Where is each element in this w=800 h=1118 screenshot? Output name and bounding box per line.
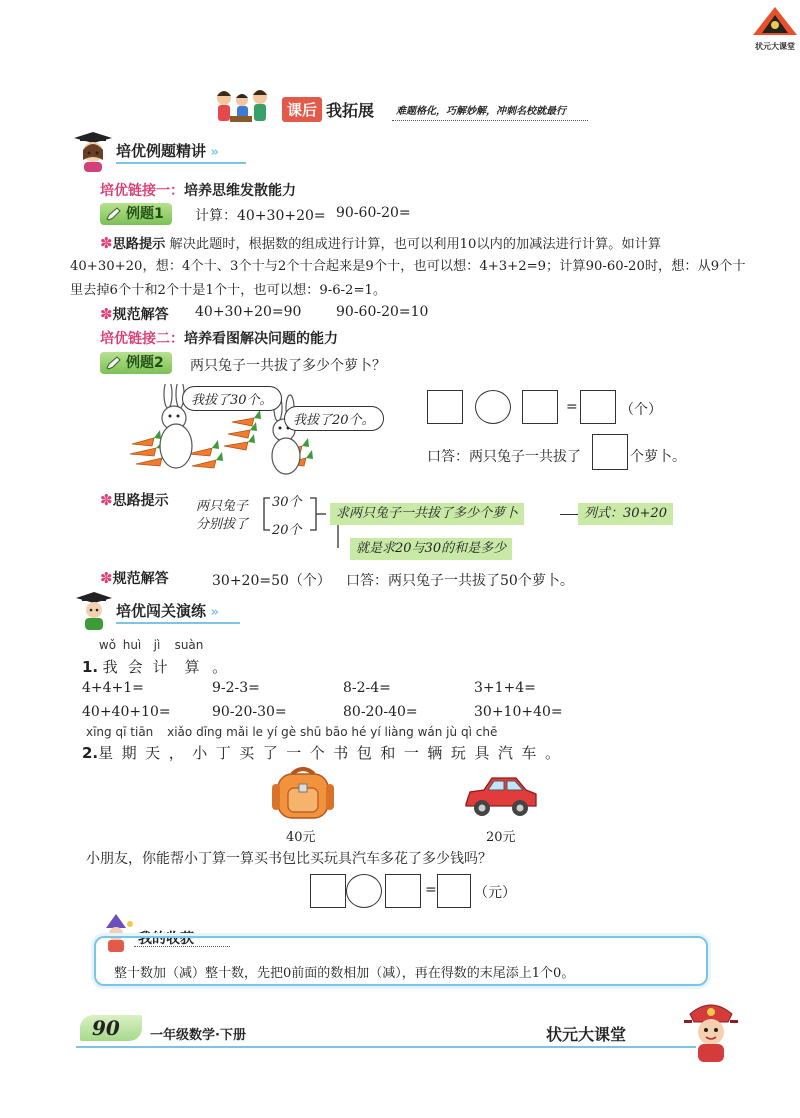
flower-icon: ✽ [100, 569, 113, 587]
speech-bubble-1-text: 我拔了30个。 [191, 393, 273, 408]
diagram-meaning: 就是求20与30的和是多少 [356, 541, 507, 556]
diagram-dash [560, 514, 578, 515]
diagram-question-box [330, 503, 524, 525]
q2-char-13: 一 [403, 744, 428, 762]
q2-char-19: 。 [544, 744, 569, 762]
q2-title [82, 742, 568, 763]
pencil-icon [105, 356, 121, 370]
example2-tag-label: 例题2 [126, 355, 164, 371]
flower-icon: ✽ [100, 491, 113, 509]
diagram-left-line1: 两只兔子 [196, 499, 249, 514]
link1-title: 培养思维发散能力 [184, 183, 296, 199]
q1-row1-0[interactable]: 4+4+1= [82, 680, 144, 696]
q1-char-1: 会 [127, 658, 143, 676]
logo-triangle-icon [752, 6, 798, 36]
q2-box-1[interactable] [310, 874, 346, 908]
harvest-text: 整十数加（减）整十数，先把0前面的数相加（减），再在得数的末尾添上1个0。 [114, 966, 575, 981]
link1-prefix: 培优链接一： [100, 183, 184, 199]
q1-row2-3[interactable]: 30+10+40= [474, 704, 563, 720]
q2-pinyin-3: xiǎo [167, 725, 193, 739]
pencil-icon [105, 207, 121, 221]
q1-row2-0[interactable]: 40+40+10= [82, 704, 171, 720]
link2-prefix: 培优链接二： [100, 331, 184, 347]
speech-bubble-1 [182, 386, 282, 411]
example1-answer-label: 规范解答 [112, 307, 169, 323]
speech-bubble-2 [284, 406, 384, 431]
backpack-icon [270, 766, 336, 822]
diagram-left-text [196, 498, 248, 534]
q2-char-17: 汽 [497, 744, 522, 762]
diagram-question: 求两只兔子一共拔了多少个萝卜 [336, 506, 519, 521]
oral-answer-prefix: 口答：两只兔子一共拔了 [427, 449, 581, 465]
chevrons-icon: » [210, 605, 219, 620]
example1-question-a: 计算：40+30+20= [195, 208, 326, 224]
q1-title [82, 656, 227, 677]
q2-equals: = [425, 882, 437, 898]
footer-line [76, 1046, 696, 1048]
teacher-avatar-icon [72, 132, 114, 172]
example2-tag [100, 352, 172, 374]
price-car: 20元 [486, 830, 516, 845]
example2-answer-oral: 口答：两只兔子一共拔了50个萝卜。 [346, 573, 574, 589]
example2-answer-label-row [100, 568, 169, 588]
q2-char-11: 包 [356, 744, 381, 762]
q1-pinyin-row [96, 638, 209, 652]
section2-title-bar [116, 600, 240, 624]
link2-title: 培养看图解决问题的能力 [184, 331, 338, 347]
q2-pinyin-5: mǎi [226, 725, 249, 739]
example1-tag [100, 203, 172, 225]
q2-operator-circle[interactable] [346, 874, 382, 908]
footer-mascot-icon [676, 1000, 746, 1064]
q1-char-3: 算 [184, 658, 200, 676]
example1-tag-label: 例题1 [126, 206, 164, 222]
q2-pinyin-9: shū [299, 725, 322, 739]
example2-hint-label: 思路提示 [112, 493, 169, 509]
operator-circle[interactable] [475, 390, 511, 424]
q1-pinyin-0: wǒ [98, 638, 117, 652]
q2-char-7: 了 [262, 744, 287, 762]
q2-pinyin-8: gè [281, 725, 297, 739]
flower-icon: ✽ [100, 305, 113, 323]
q2-char-6: 买 [239, 744, 263, 762]
q1-pinyin-1: huì [122, 638, 142, 652]
diagram-value-2: 20个 [272, 523, 302, 538]
corner-logo-text: 状元大课堂 [755, 42, 795, 51]
q2-char-2: 天 [145, 744, 169, 762]
example2-question: 两只兔子一共拔了多少个萝卜？ [190, 358, 386, 374]
example1-answer-b: 90-60-20=10 [336, 304, 429, 320]
footer-page-badge [80, 1015, 142, 1041]
header-badge [282, 96, 374, 122]
q2-char-15: 玩 [450, 744, 475, 762]
price-bag: 40元 [286, 830, 316, 845]
unit-label: （个） [620, 402, 662, 418]
example1-hint-line2: 40+30+20，想：4个十、3个十与2个十合起来是9个十，也可以想：4+3+2=9；计算90-60-20时，想：从9个十 [70, 259, 746, 274]
q2-pinyin-16: qì [460, 725, 472, 739]
q2-char-14: 辆 [427, 744, 451, 762]
q2-number: 2. [82, 744, 99, 762]
q2-char-8: 一 [286, 744, 310, 762]
oral-answer-suffix: 个萝卜。 [630, 449, 686, 465]
header-slogan: 难题格化，巧解妙解，冲刺名校就最行 [396, 106, 566, 117]
answer-box-1[interactable] [427, 390, 463, 424]
q2-pinyin-14: wán [417, 725, 443, 739]
q2-pinyin-row [86, 725, 497, 739]
q1-number: 1. [82, 658, 99, 676]
q1-char-0: 我 [102, 658, 118, 676]
diagram-formula: 列式：30+20 [584, 506, 667, 521]
q2-pinyin-11: hé [351, 725, 367, 739]
q2-char-9: 个 [309, 744, 334, 762]
answer-box-2[interactable] [522, 390, 558, 424]
harvest-title: 我的收获 [138, 931, 194, 947]
q2-pinyin-6: le [252, 725, 264, 739]
header-badge-part1: 课后 [282, 97, 322, 122]
speech-bubble-2-text: 我拔了20个。 [293, 413, 375, 428]
q2-char-0: 星 [98, 744, 122, 762]
q2-char-5: 丁 [215, 744, 240, 762]
example1-hint-line1: 解决此题时，根据数的组成进行计算，也可以利用10以内的加减法进行计算。如计算 [169, 237, 662, 252]
q2-char-3: ， [168, 744, 193, 762]
q2-pinyin-15: jù [446, 725, 458, 739]
q2-pinyin-13: liàng [384, 725, 414, 739]
q1-pinyin-3: suàn [174, 638, 204, 652]
q2-char-1: 期 [121, 744, 146, 762]
example1-hint-line3: 里去掉6个十和2个十是1个十，也可以想：9-6-2=1。 [70, 283, 387, 298]
chevrons-icon: » [210, 145, 219, 160]
q1-pinyin-2: jì [153, 638, 161, 652]
harvest-box [94, 936, 708, 986]
example1-hint-label: 思路提示 [112, 237, 166, 252]
q2-char-4: 小 [192, 744, 216, 762]
q2-pinyin-10: bāo [325, 725, 348, 739]
header-underline [392, 120, 588, 121]
example1-question-b: 90-60-20= [336, 205, 411, 221]
footer-book: 一年级数学·下册 [150, 1028, 246, 1043]
oral-answer-box[interactable] [592, 434, 628, 470]
diagram-left-line2: 分别拔了 [196, 517, 249, 532]
q2-char-12: 和 [380, 744, 404, 762]
q2-pinyin-4: dīng [196, 725, 223, 739]
toy-car-icon [462, 770, 540, 820]
q2-char-16: 具 [474, 744, 498, 762]
kids-illustration-icon [210, 86, 272, 126]
q1-char-2: 计 [152, 658, 168, 676]
footer-brand: 状元大课堂 [546, 1025, 627, 1044]
q1-end: 。 [212, 658, 228, 676]
q2-char-18: 车 [521, 744, 545, 762]
example2-answer-label: 规范解答 [112, 571, 169, 587]
q1-row1-1[interactable]: 9-2-3= [212, 680, 260, 696]
q2-char-10: 书 [333, 744, 357, 762]
link2-heading [100, 328, 338, 348]
q2-box-result[interactable] [437, 874, 471, 908]
diagram-meaning-box [350, 538, 512, 560]
link1-heading [100, 180, 296, 200]
q2-pinyin-1: qī [115, 725, 127, 739]
section1-title: 培优例题精讲 [116, 142, 207, 160]
answer-box-result[interactable] [580, 390, 616, 424]
q2-pinyin-12: yí [370, 725, 381, 739]
corner-logo [752, 6, 798, 51]
q2-unit: （元） [474, 885, 516, 901]
q1-row1-2[interactable]: 8-2-4= [343, 680, 391, 696]
q2-pinyin-17: chē [475, 725, 498, 739]
q1-row2-2[interactable]: 80-20-40= [343, 704, 418, 720]
q1-row2-1[interactable]: 90-20-30= [212, 704, 287, 720]
q2-pinyin-0: xīng [86, 725, 112, 739]
section1-title-bar [116, 140, 246, 164]
diagram-formula-box [578, 503, 673, 525]
footer-page-number: 90 [92, 1016, 120, 1040]
section2-title: 培优闯关演练 [116, 602, 207, 620]
q2-question: 小朋友，你能帮小丁算一算买书包比买玩具汽车多花了多少钱吗？ [86, 851, 492, 867]
example2-hint-label-row [100, 490, 169, 510]
example2-answer-eq: 30+20=50（个） [212, 573, 331, 589]
q2-box-2[interactable] [385, 874, 421, 908]
q1-row1-3[interactable]: 3+1+4= [474, 680, 536, 696]
header-badge-part2: 我拓展 [326, 100, 375, 120]
equals-sign: = [566, 399, 578, 415]
flower-icon: ✽ [100, 234, 113, 252]
example1-answer-a: 40+30+20=90 [195, 304, 302, 320]
scholar-avatar-icon [74, 592, 114, 632]
example1-hint [100, 231, 740, 257]
diagram-value-1: 30个 [272, 495, 302, 510]
q2-pinyin-2: tiān [130, 725, 154, 739]
example1-answer [100, 303, 169, 326]
header-banner [210, 92, 590, 126]
q2-pinyin-7: yí [266, 725, 278, 739]
